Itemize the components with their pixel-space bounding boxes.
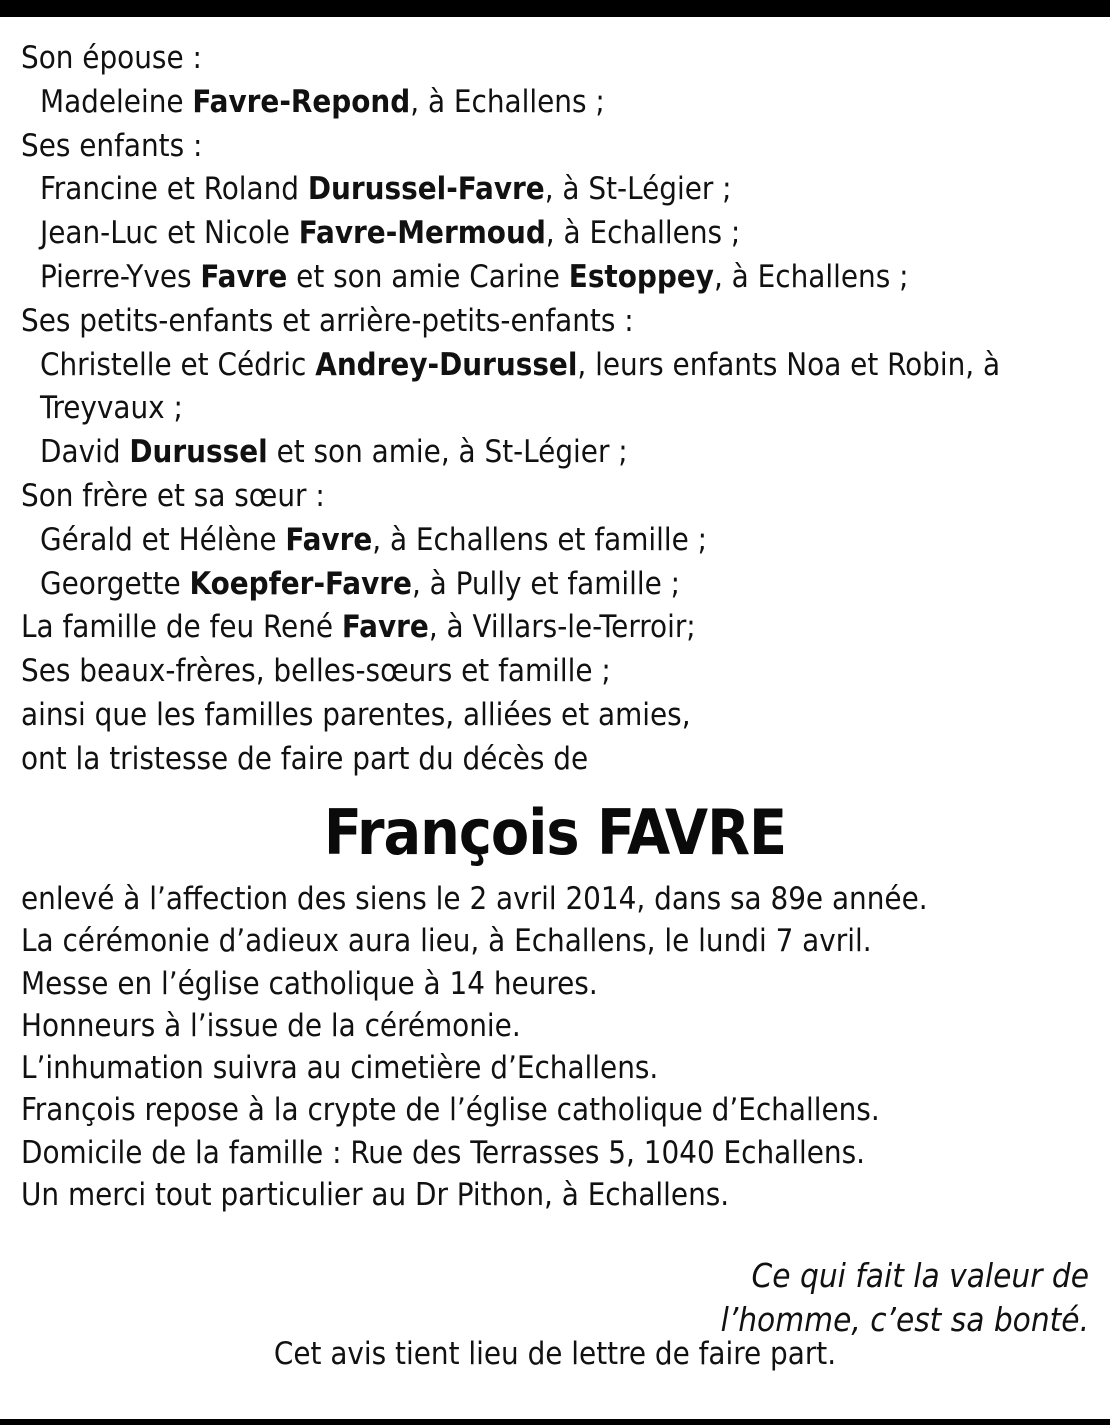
surname: Favre-Repond: [192, 83, 411, 120]
surname: Durussel-Favre: [307, 171, 545, 208]
surname: Estoppey: [568, 258, 714, 295]
siblings-heading: Son frère et sa sœur :: [21, 477, 325, 514]
late-family-line: La famille de feu René Favre, à Villars-le-Terroir;: [21, 609, 696, 646]
relatives-line: ainsi que les familles parentes, alliées et amies,: [21, 696, 691, 733]
detail-line: François repose à la crypte de l’église catholique d’Echallens.: [21, 1092, 880, 1129]
detail-line: Honneurs à l’issue de la cérémonie.: [21, 1007, 521, 1044]
surname: Koepfer-Favre: [189, 565, 412, 602]
detail-line: Domicile de la famille : Rue des Terrasses 5, 1040 Echallens.: [21, 1134, 865, 1171]
child-line: Pierre-Yves Favre et son amie Carine Estoppey, à Echallens ;: [40, 258, 909, 295]
notice-line: Cet avis tient lieu de lettre de faire part.: [273, 1336, 837, 1372]
grandchild-line: David Durussel et son amie, à St-Légier ;: [40, 434, 628, 471]
quote-line: Ce qui fait la valeur de: [751, 1256, 1089, 1295]
surname: Favre: [200, 258, 288, 295]
grandchild-line: Christelle et Cédric Andrey-Durussel, leurs enfants Noa et Robin, à Treyvaux ;: [40, 346, 1001, 427]
surname: Favre: [341, 609, 429, 646]
children-heading: Ses enfants :: [21, 127, 203, 164]
epitaph-quote: [721, 1254, 1089, 1342]
surname: Andrey-Durussel: [315, 346, 578, 383]
detail-line: Un merci tout particulier au Dr Pithon, à Echallens.: [21, 1177, 730, 1214]
surname: Favre-Mermoud: [298, 215, 546, 252]
detail-line: enlevé à l’affection des siens le 2 avril 2014, dans sa 89e année.: [21, 881, 928, 917]
spouse-line: Madeleine Favre-Repond, à Echallens ;: [40, 83, 605, 120]
grandchildren-heading: Ses petits-enfants et arrière-petits-enfants :: [21, 302, 634, 339]
child-line: Jean-Luc et Nicole Favre-Mermoud, à Echallens ;: [40, 215, 741, 252]
surname: Favre: [285, 521, 373, 558]
ceremony-details: [21, 878, 1101, 1216]
child-line: Francine et Roland Durussel-Favre, à St-Légier ;: [40, 171, 732, 208]
bottom-border-rule: [0, 1419, 1110, 1425]
quote-line: l’homme, c’est sa bonté.: [720, 1300, 1089, 1339]
in-laws-line: Ses beaux-frères, belles-sœurs et famille ;: [21, 653, 611, 690]
sibling-line: Georgette Koepfer-Favre, à Pully et famille ;: [40, 565, 681, 602]
sibling-line: Gérald et Hélène Favre, à Echallens et famille ;: [40, 521, 708, 558]
family-list: [21, 37, 1101, 782]
detail-line: Messe en l’église catholique à 14 heures.: [21, 965, 598, 1002]
top-border-rule: [0, 0, 1110, 17]
spouse-heading: Son épouse :: [21, 40, 202, 76]
deceased-name: François FAVRE: [323, 796, 787, 869]
surname: Durussel: [129, 434, 268, 471]
announcement-line: ont la tristesse de faire part du décès de: [21, 740, 589, 777]
detail-line: L’inhumation suivra au cimetière d’Echallens.: [21, 1050, 659, 1087]
detail-line: La cérémonie d’adieux aura lieu, à Echallens, le lundi 7 avril.: [21, 923, 872, 960]
